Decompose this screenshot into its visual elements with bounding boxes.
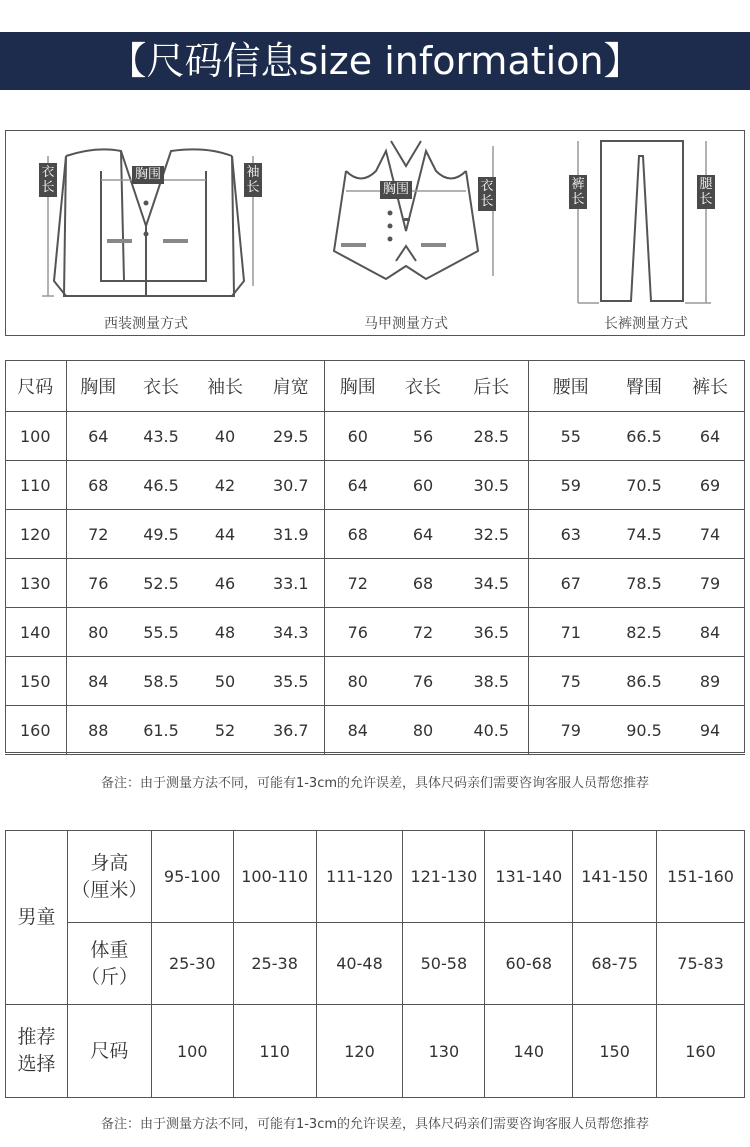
measurement-cell: 72	[324, 559, 391, 608]
measurement-cell: 34.3	[258, 608, 324, 657]
measurement-cell: 71	[528, 608, 613, 657]
measurement-cell: 43.5	[130, 412, 192, 461]
measurement-cell: 68	[391, 559, 455, 608]
measurement-cell: 38.5	[455, 657, 528, 706]
size-cell: 160	[5, 706, 66, 755]
weight-label	[67, 923, 151, 1005]
suit-illustration	[6, 131, 256, 311]
measurement-cell: 56	[391, 412, 455, 461]
height-cell: 111-120	[316, 831, 403, 923]
weight-cell: 50-58	[403, 923, 485, 1005]
height-row	[6, 831, 745, 923]
leg-length-tag: 腿长	[697, 175, 715, 209]
size-cell: 120	[316, 1005, 403, 1098]
suit-sleeve-tag: 袖长	[244, 163, 262, 197]
suit-diagram	[6, 131, 260, 337]
measurement-cell: 94	[675, 706, 745, 755]
height-label-line2: （厘米）	[71, 878, 148, 901]
measurement-cell: 79	[675, 559, 745, 608]
measurement-cell: 63	[528, 510, 613, 559]
header-hip: 臀围	[613, 361, 675, 412]
measurement-cell: 80	[66, 608, 130, 657]
group-label: 男童	[6, 831, 68, 1005]
measurement-cell: 52.5	[130, 559, 192, 608]
size-cell: 160	[657, 1005, 745, 1098]
size-cell: 130	[5, 559, 66, 608]
size-cell: 140	[485, 1005, 573, 1098]
size-cell: 100	[5, 412, 66, 461]
measurement-cell: 36.5	[455, 608, 528, 657]
measurement-cell: 78.5	[613, 559, 675, 608]
measurement-cell: 46	[192, 559, 258, 608]
height-label-line1: 身高	[90, 851, 129, 874]
header-suit-chest: 胸围	[66, 361, 130, 412]
header-vest-length: 衣长	[391, 361, 455, 412]
recommend-row	[6, 1005, 745, 1098]
weight-label-line2: （斤）	[80, 965, 138, 988]
size-label: 尺码	[67, 1005, 151, 1098]
measurement-cell: 48	[192, 608, 258, 657]
measurement-cell: 80	[391, 706, 455, 755]
header-pants-length: 裤长	[675, 361, 745, 412]
measurement-cell: 79	[528, 706, 613, 755]
measurement-diagrams	[5, 130, 745, 336]
size-cell: 130	[403, 1005, 485, 1098]
measurement-cell: 42	[192, 461, 258, 510]
measurement-cell: 84	[675, 608, 745, 657]
measurement-cell: 40	[192, 412, 258, 461]
size-table-row	[5, 461, 745, 510]
measurement-cell: 67	[528, 559, 613, 608]
measurement-cell: 64	[324, 461, 391, 510]
height-cell: 95-100	[151, 831, 233, 923]
pants-caption: 长裤测量方式	[604, 316, 688, 332]
size-table-row	[5, 706, 745, 755]
measurement-cell: 34.5	[455, 559, 528, 608]
size-table-row	[5, 510, 745, 559]
header-vest-back-length: 后长	[455, 361, 528, 412]
measurement-cell: 76	[324, 608, 391, 657]
size-cell: 110	[5, 461, 66, 510]
measurement-cell: 30.7	[258, 461, 324, 510]
size-cell: 120	[5, 510, 66, 559]
height-cell: 131-140	[485, 831, 573, 923]
measurement-cell: 86.5	[613, 657, 675, 706]
measurement-cell: 68	[324, 510, 391, 559]
measurement-cell: 84	[324, 706, 391, 755]
measurement-cell: 76	[391, 657, 455, 706]
suit-caption: 西装测量方式	[104, 316, 188, 332]
measurement-cell: 32.5	[455, 510, 528, 559]
measurement-cell: 89	[675, 657, 745, 706]
measurement-cell: 72	[66, 510, 130, 559]
vest-length-tag: 衣长	[478, 177, 496, 211]
recommend-note: 备注：由于测量方法不同，可能有1-3cm的允许误差，具体尺码亲们需要咨询客服人员帮您推荐	[100, 1117, 650, 1132]
size-cell: 110	[233, 1005, 316, 1098]
weight-cell: 68-75	[573, 923, 657, 1005]
height-cell: 151-160	[657, 831, 745, 923]
measurement-cell: 68	[66, 461, 130, 510]
measurement-cell: 40.5	[455, 706, 528, 755]
measurement-cell: 72	[391, 608, 455, 657]
vest-chest-tag: 胸围	[380, 181, 412, 199]
size-table-header-row	[5, 361, 745, 412]
measurement-cell: 74.5	[613, 510, 675, 559]
size-note: 备注：由于测量方法不同，可能有1-3cm的允许误差，具体尺码亲们需要咨询客服人员帮您推荐	[100, 776, 650, 791]
measurement-cell: 55	[528, 412, 613, 461]
measurement-cell: 64	[66, 412, 130, 461]
pants-diagram	[551, 131, 746, 337]
weight-cell: 75-83	[657, 923, 745, 1005]
measurement-cell: 64	[391, 510, 455, 559]
measurement-cell: 46.5	[130, 461, 192, 510]
height-cell: 100-110	[233, 831, 316, 923]
header-vest-chest: 胸围	[324, 361, 391, 412]
weight-cell: 40-48	[316, 923, 403, 1005]
height-cell: 141-150	[573, 831, 657, 923]
measurement-cell: 33.1	[258, 559, 324, 608]
measurement-cell: 69	[675, 461, 745, 510]
weight-label-line1: 体重	[90, 938, 129, 961]
weight-cell: 25-38	[233, 923, 316, 1005]
recommend-label-line2: 选择	[17, 1053, 56, 1075]
vest-caption: 马甲测量方式	[364, 316, 448, 332]
height-cell: 121-130	[403, 831, 485, 923]
size-table-row	[5, 559, 745, 608]
measurement-cell: 30.5	[455, 461, 528, 510]
measurement-cell: 90.5	[613, 706, 675, 755]
measurement-cell: 31.9	[258, 510, 324, 559]
size-cell: 140	[5, 608, 66, 657]
recommend-label-line1: 推荐	[17, 1026, 56, 1048]
measurement-cell: 75	[528, 657, 613, 706]
suit-length-tag: 衣长	[39, 163, 57, 197]
size-chart-table	[5, 360, 745, 755]
measurement-cell: 82.5	[613, 608, 675, 657]
header-size: 尺码	[5, 361, 66, 412]
measurement-cell: 61.5	[130, 706, 192, 755]
measurement-cell: 60	[391, 461, 455, 510]
measurement-cell: 49.5	[130, 510, 192, 559]
size-cell: 150	[5, 657, 66, 706]
page-title-banner: 【尺码信息size information】	[0, 32, 750, 90]
measurement-cell: 55.5	[130, 608, 192, 657]
measurement-cell: 64	[675, 412, 745, 461]
pants-illustration	[551, 131, 746, 311]
header-suit-length: 衣长	[130, 361, 192, 412]
measurement-cell: 66.5	[613, 412, 675, 461]
size-table-row	[5, 412, 745, 461]
measurement-cell: 36.7	[258, 706, 324, 755]
measurement-cell: 28.5	[455, 412, 528, 461]
size-cell: 100	[151, 1005, 233, 1098]
header-suit-sleeve: 袖长	[192, 361, 258, 412]
size-table-row	[5, 657, 745, 706]
measurement-cell: 50	[192, 657, 258, 706]
weight-cell: 25-30	[151, 923, 233, 1005]
recommend-label	[6, 1005, 68, 1098]
pants-length-tag: 裤长	[569, 175, 587, 209]
header-suit-shoulder: 肩宽	[258, 361, 324, 412]
measurement-cell: 76	[66, 559, 130, 608]
measurement-cell: 29.5	[258, 412, 324, 461]
measurement-cell: 59	[528, 461, 613, 510]
measurement-cell: 88	[66, 706, 130, 755]
height-label	[67, 831, 151, 923]
measurement-cell: 44	[192, 510, 258, 559]
measurement-cell: 60	[324, 412, 391, 461]
weight-row	[6, 923, 745, 1005]
size-cell: 150	[573, 1005, 657, 1098]
measurement-cell: 52	[192, 706, 258, 755]
measurement-cell: 58.5	[130, 657, 192, 706]
recommendation-table	[5, 830, 745, 1098]
measurement-cell: 74	[675, 510, 745, 559]
header-waist: 腰围	[528, 361, 613, 412]
measurement-cell: 80	[324, 657, 391, 706]
measurement-cell: 35.5	[258, 657, 324, 706]
vest-diagram	[306, 131, 506, 337]
measurement-cell: 70.5	[613, 461, 675, 510]
weight-cell: 60-68	[485, 923, 573, 1005]
vest-illustration	[306, 131, 506, 311]
suit-chest-tag: 胸围	[132, 166, 164, 184]
size-table-row	[5, 608, 745, 657]
measurement-cell: 84	[66, 657, 130, 706]
